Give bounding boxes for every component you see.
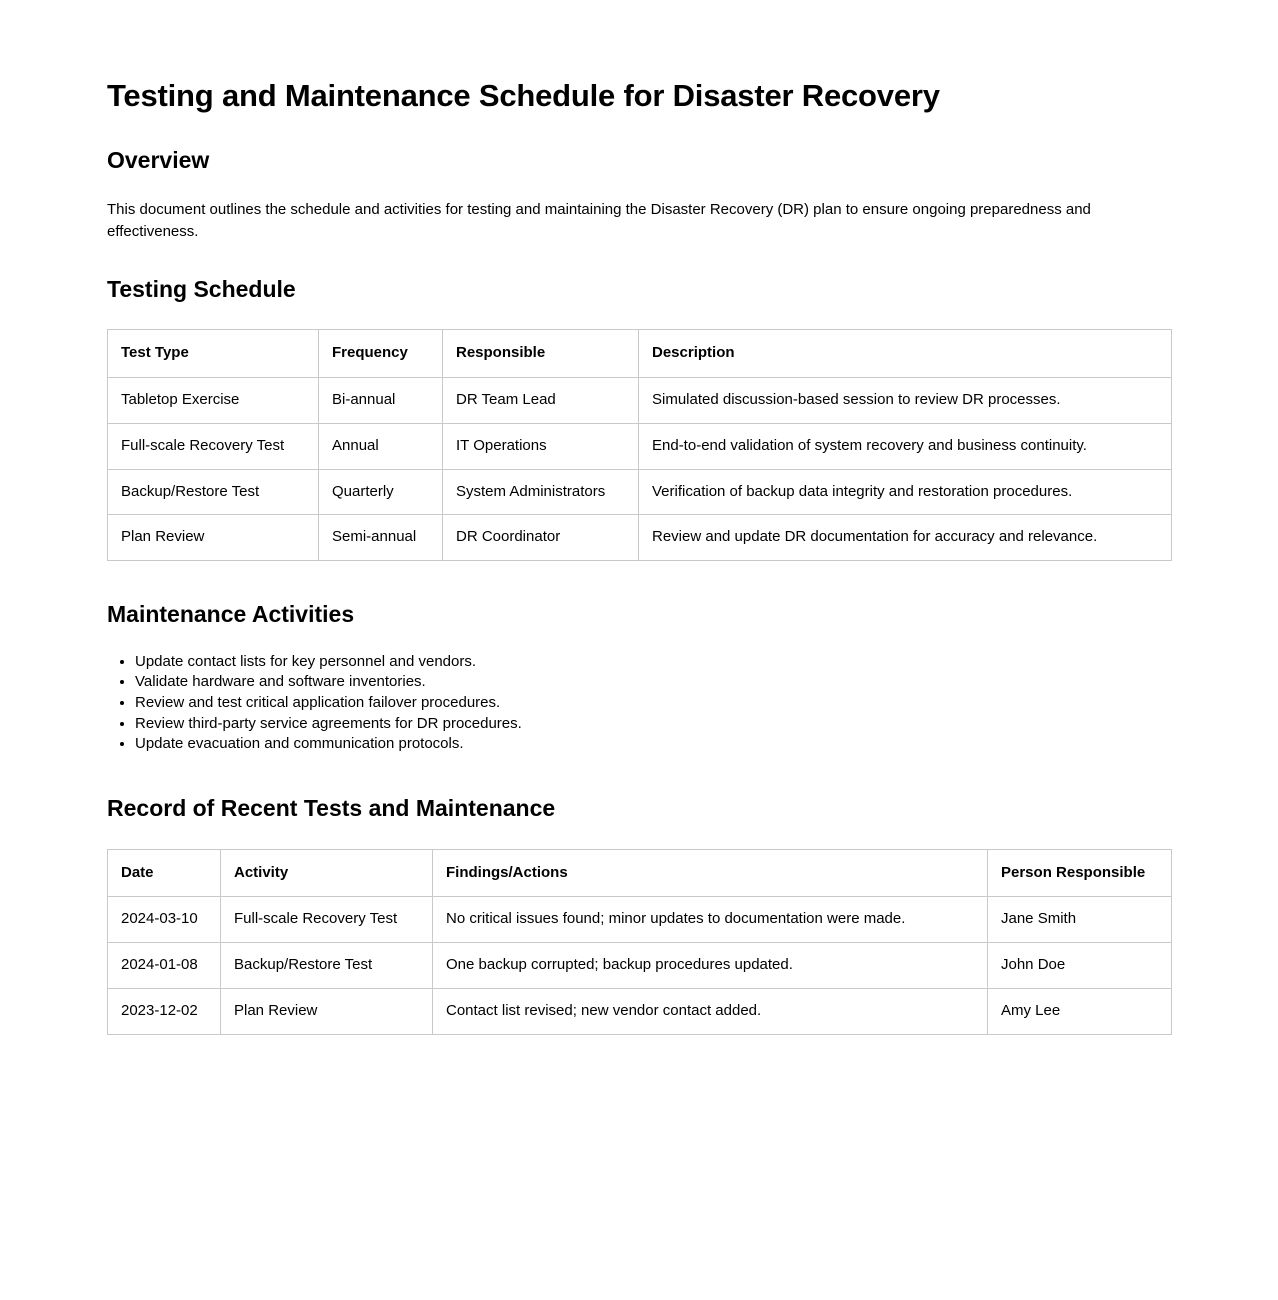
table-row [108,515,1172,561]
cell-date: 2024-01-08 [108,943,221,989]
cell-date: 2023-12-02 [108,988,221,1034]
table-row [108,423,1172,469]
table-row [108,988,1172,1034]
column-header-activity: Activity [221,849,433,897]
cell-findings: Contact list revised; new vendor contact added. [433,988,988,1034]
cell-frequency: Annual [319,423,443,469]
cell-description: Verification of backup data integrity and restoration procedures. [639,469,1172,515]
maintenance-activities-list [107,652,1170,755]
cell-activity: Backup/Restore Test [221,943,433,989]
cell-frequency: Quarterly [319,469,443,515]
column-header-findings: Findings/Actions [433,849,988,897]
cell-description: End-to-end validation of system recovery and business continuity. [639,423,1172,469]
table-row [108,943,1172,989]
table-row [108,897,1172,943]
cell-test-type: Backup/Restore Test [108,469,319,515]
table-row [108,469,1172,515]
cell-date: 2024-03-10 [108,897,221,943]
cell-test-type: Tabletop Exercise [108,378,319,424]
cell-responsible: DR Coordinator [443,515,639,561]
record-table [107,849,1172,1035]
cell-frequency: Bi-annual [319,378,443,424]
cell-frequency: Semi-annual [319,515,443,561]
cell-description: Simulated discussion-based session to review DR processes. [639,378,1172,424]
column-header-frequency: Frequency [319,330,443,378]
testing-schedule-table [107,329,1172,561]
cell-person: John Doe [988,943,1172,989]
cell-findings: No critical issues found; minor updates to documentation were made. [433,897,988,943]
column-header-responsible: Responsible [443,330,639,378]
column-header-person-responsible: Person Responsible [988,849,1172,897]
list-item: • Update evacuation and communication protocols. [135,734,1170,755]
cell-activity: Full-scale Recovery Test [221,897,433,943]
list-item: • Update contact lists for key personnel and vendors. [135,652,1170,673]
overview-heading: Overview [107,146,210,173]
table-header-row [108,330,1172,378]
cell-test-type: Plan Review [108,515,319,561]
list-item: • Review and test critical application failover procedures. [135,693,1170,714]
record-heading: Record of Recent Tests and Maintenance [107,795,556,822]
cell-description: Review and update DR documentation for accuracy and relevance. [639,515,1172,561]
table-row [108,378,1172,424]
cell-person: Amy Lee [988,988,1172,1034]
page-title: Testing and Maintenance Schedule for Disaster Recovery [107,78,940,113]
cell-test-type: Full-scale Recovery Test [108,423,319,469]
maintenance-activities-heading: Maintenance Activities [107,601,355,628]
list-item: • Review third-party service agreements for DR procedures. [135,714,1170,735]
cell-findings: One backup corrupted; backup procedures updated. [433,943,988,989]
cell-responsible: DR Team Lead [443,378,639,424]
column-header-description: Description [639,330,1172,378]
table-header-row [108,849,1172,897]
cell-responsible: IT Operations [443,423,639,469]
column-header-date: Date [108,849,221,897]
testing-schedule-heading: Testing Schedule [107,275,296,302]
cell-responsible: System Administrators [443,469,639,515]
cell-activity: Plan Review [221,988,433,1034]
overview-paragraph: This document outlines the schedule and activities for testing and maintaining the Disaster Recovery (DR) plan to ensure ongoing preparedness and effectiveness. [107,201,1091,240]
cell-person: Jane Smith [988,897,1172,943]
list-item: • Validate hardware and software inventories. [135,672,1170,693]
column-header-test-type: Test Type [108,330,319,378]
